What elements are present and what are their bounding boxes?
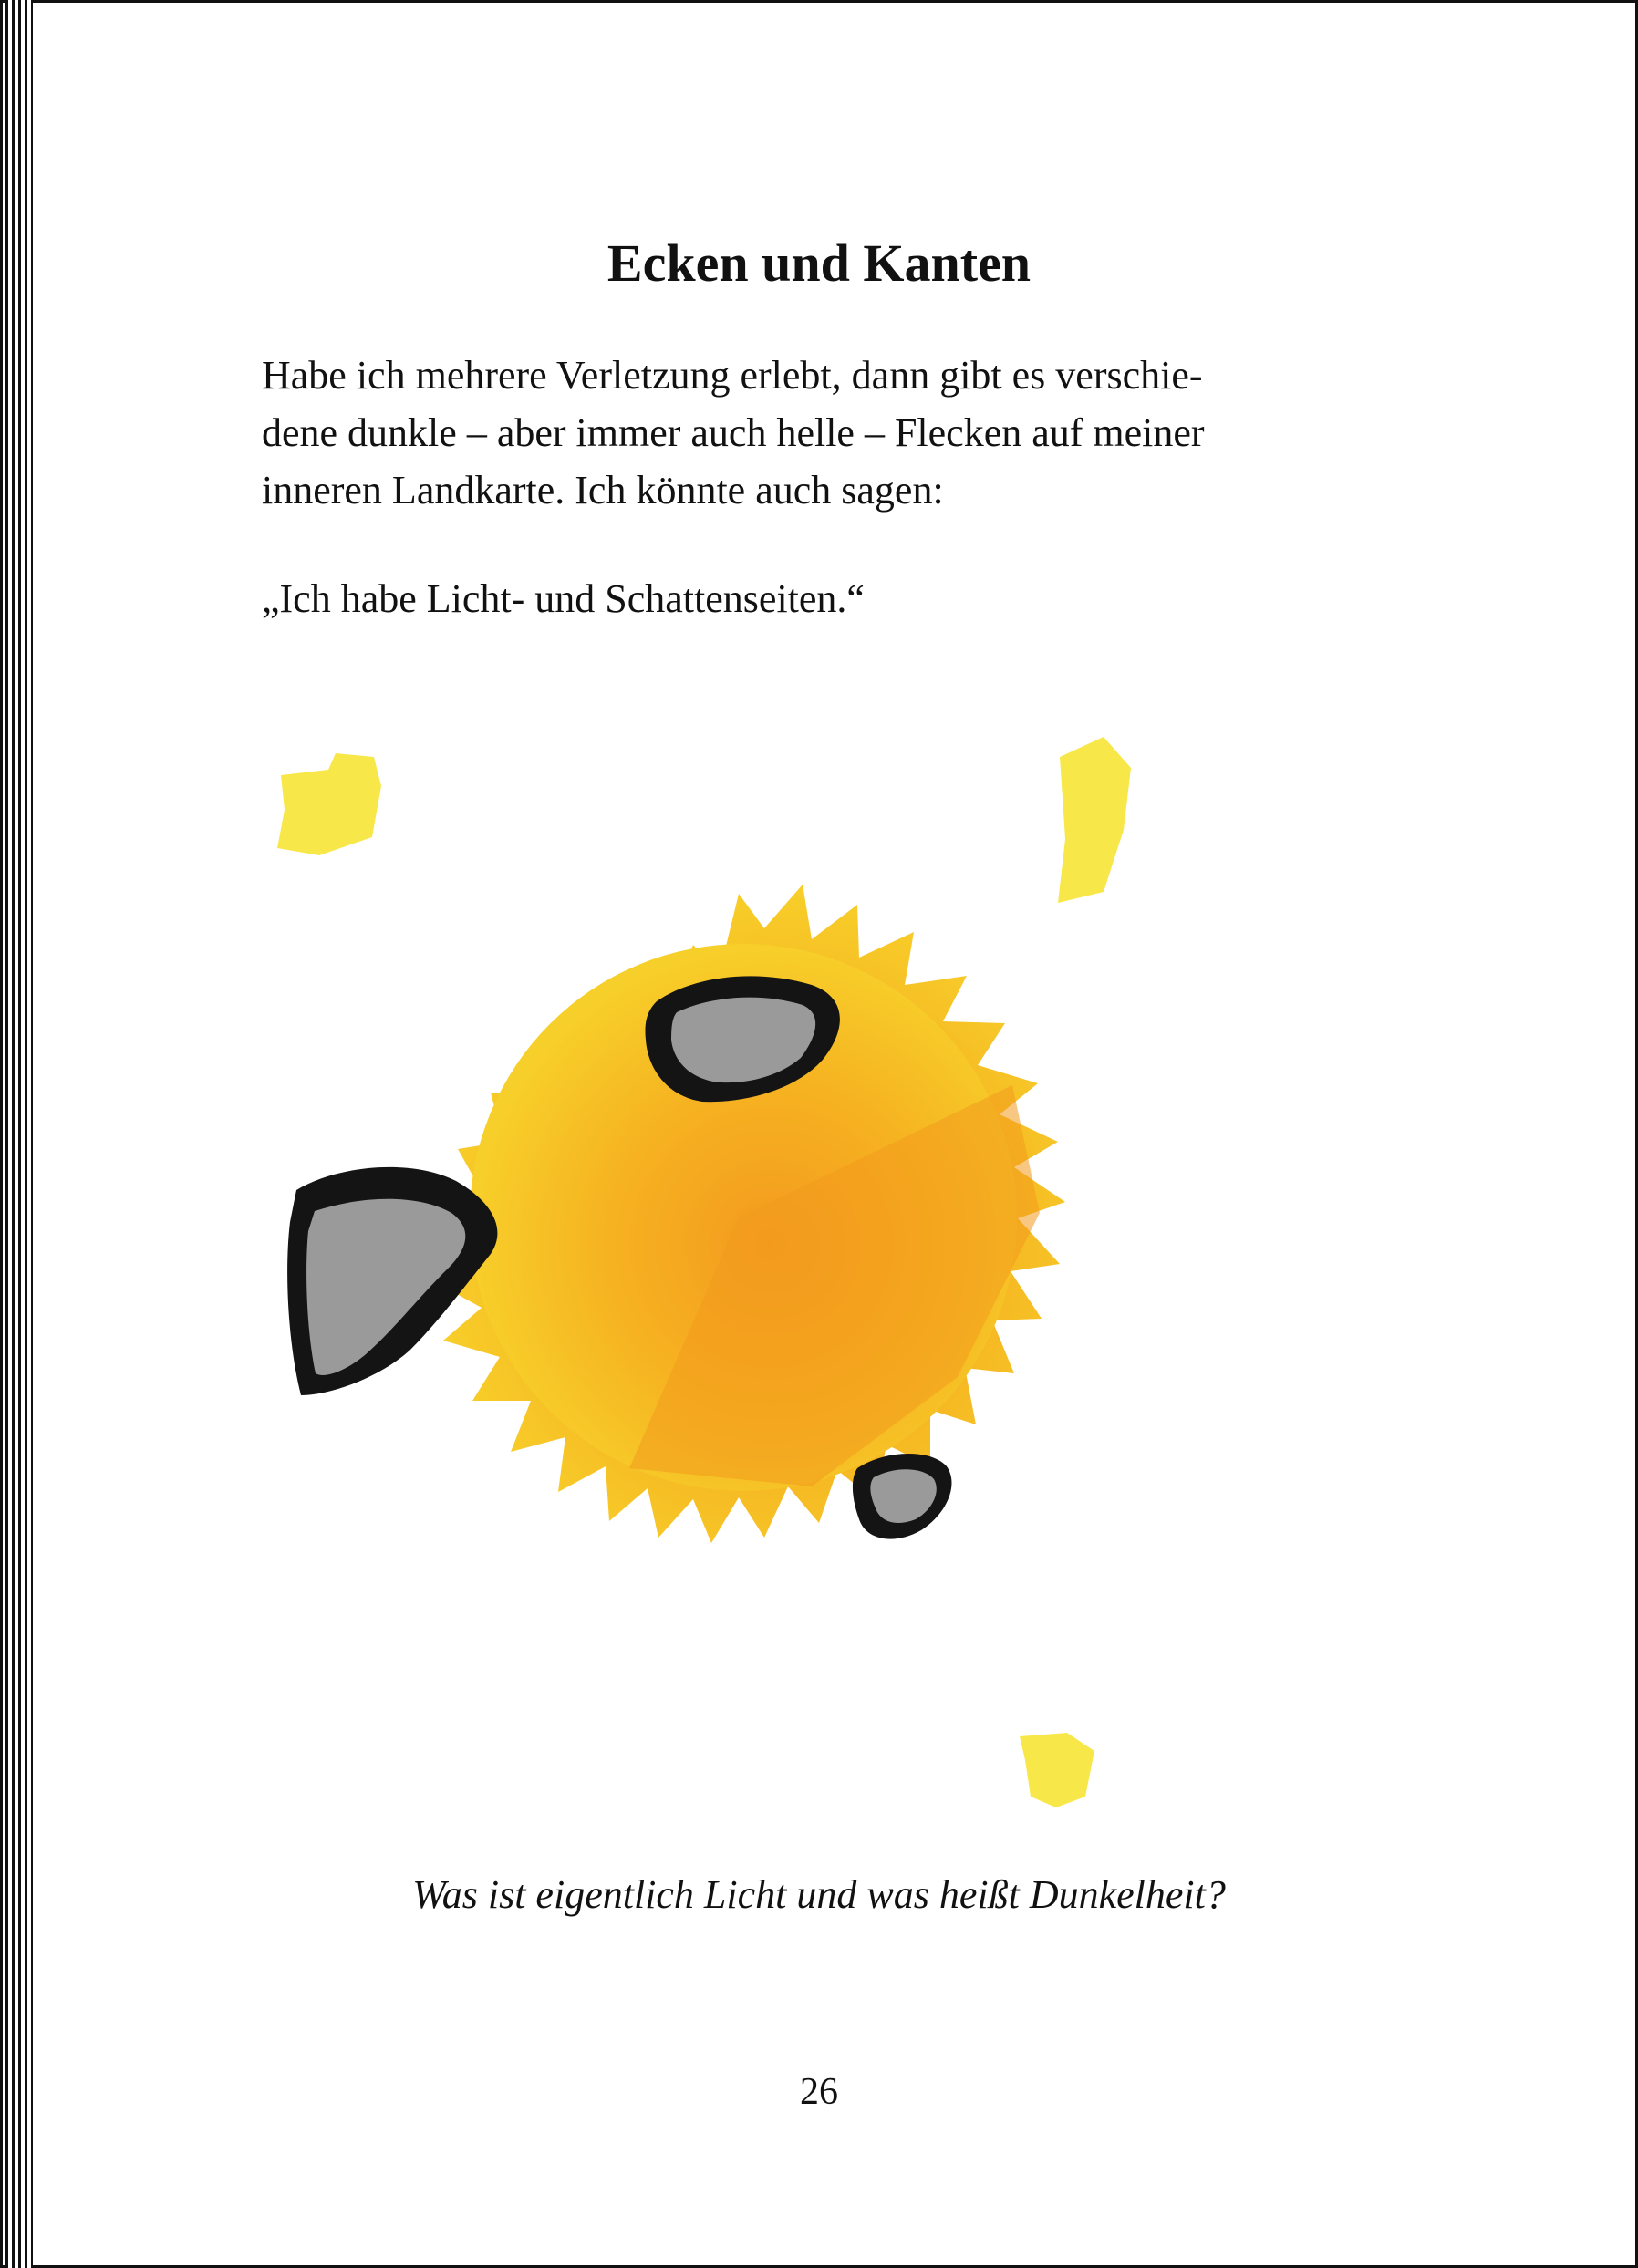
page-number: 26 bbox=[800, 2071, 838, 2113]
quote: „Ich habe Licht- und Schattenseiten.“ bbox=[262, 576, 865, 621]
yellow-patch-bottom-right bbox=[1020, 1733, 1094, 1807]
small-stone bbox=[853, 1454, 952, 1539]
yellow-patch-top-right bbox=[1058, 737, 1131, 903]
sun-illustration bbox=[264, 702, 1213, 1815]
paragraph-line: inneren Landkarte. Ich könnte auch sagen: bbox=[262, 468, 944, 513]
book-spine-lines bbox=[5, 0, 33, 2268]
large-stone bbox=[287, 1167, 497, 1395]
body-paragraph bbox=[262, 347, 1402, 519]
caption: Was ist eigentlich Licht und was heißt Dunkelheit? bbox=[412, 1872, 1226, 1917]
yellow-patch-top-left bbox=[277, 753, 381, 855]
paragraph-line: Habe ich mehrere Verletzung erlebt, dann gibt es verschie- bbox=[262, 353, 1203, 398]
paragraph-line: dene dunkle – aber immer auch helle – Flecken auf meiner bbox=[262, 410, 1205, 455]
page-title: Ecken und Kanten bbox=[606, 233, 1032, 293]
